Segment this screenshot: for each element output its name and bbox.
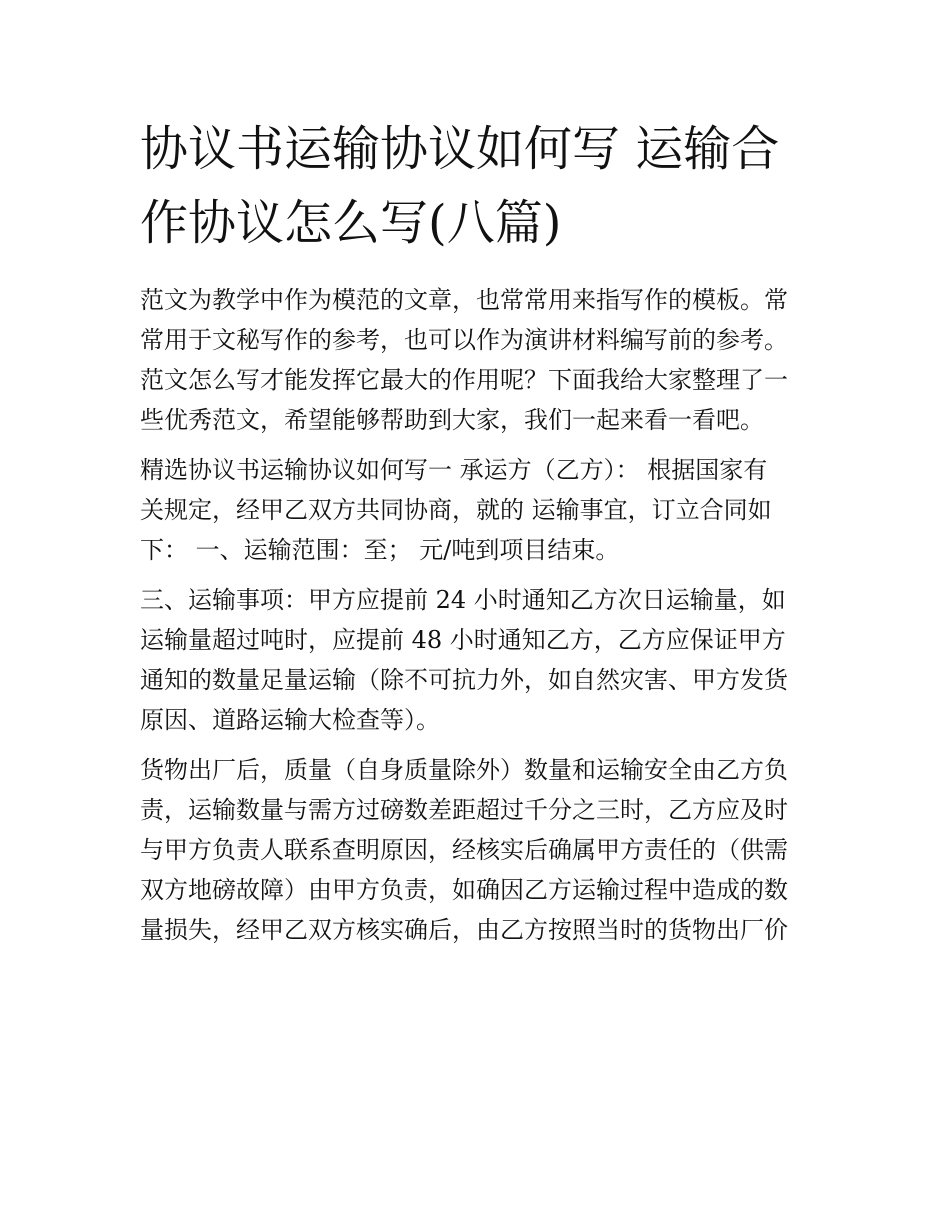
text-line: 双方地磅故障）由甲方负责，如确因乙方运输过程中造成的数 — [140, 876, 788, 904]
text-line: 与甲方负责人联系查明原因，经核实后确属甲方责任的（供需 — [140, 836, 788, 864]
paragraph-intro — [140, 280, 820, 440]
text-line: 量损失，经甲乙双方核实确后，由乙方按照当时的货物出厂价 — [140, 916, 788, 944]
paragraph-responsibility — [140, 750, 820, 950]
text-line: 范文为教学中作为模范的文章，也常常用来指写作的模板。常 — [140, 286, 788, 314]
text-line: 常用于文秘写作的参考，也可以作为演讲材料编写前的参考。 — [140, 326, 788, 354]
paragraph-carrier — [140, 450, 820, 570]
text-line: 范文怎么写才能发挥它最大的作用呢？下面我给大家整理了一 — [140, 366, 788, 394]
text-line: 责，运输数量与需方过磅数差距超过千分之三时，乙方应及时 — [140, 796, 788, 824]
paragraph-transport-matters — [140, 580, 820, 740]
text-line: 关规定，经甲乙双方共同协商，就的 运输事宜，订立合同如 — [140, 496, 772, 524]
title-line: 协议书运输协议如何写 运输合 — [140, 121, 780, 177]
text-line: 原因、道路运输大检查等）。 — [140, 706, 440, 734]
text-line: 运输量超过吨时，应提前 48 小时通知乙方，乙方应保证甲方 — [140, 626, 786, 654]
text-line: 通知的数量足量运输（除不可抗力外，如自然灾害、甲方发货 — [140, 666, 788, 694]
page-title — [140, 112, 820, 260]
text-line: 精选协议书运输协议如何写一 承运方（乙方）： 根据国家有 — [140, 456, 768, 484]
text-line: 下： 一、运输范围：至； 元/吨到项目结束。 — [140, 536, 620, 564]
text-line: 些优秀范文，希望能够帮助到大家，我们一起来看一看吧。 — [140, 406, 764, 434]
document-body — [140, 280, 820, 950]
text-line: 三、运输事项：甲方应提前 24 小时通知乙方次日运输量，如 — [140, 586, 786, 614]
text-line: 货物出厂后，质量（自身质量除外）数量和运输安全由乙方负 — [140, 756, 788, 784]
title-line: 作协议怎么写(八篇) — [140, 195, 562, 251]
